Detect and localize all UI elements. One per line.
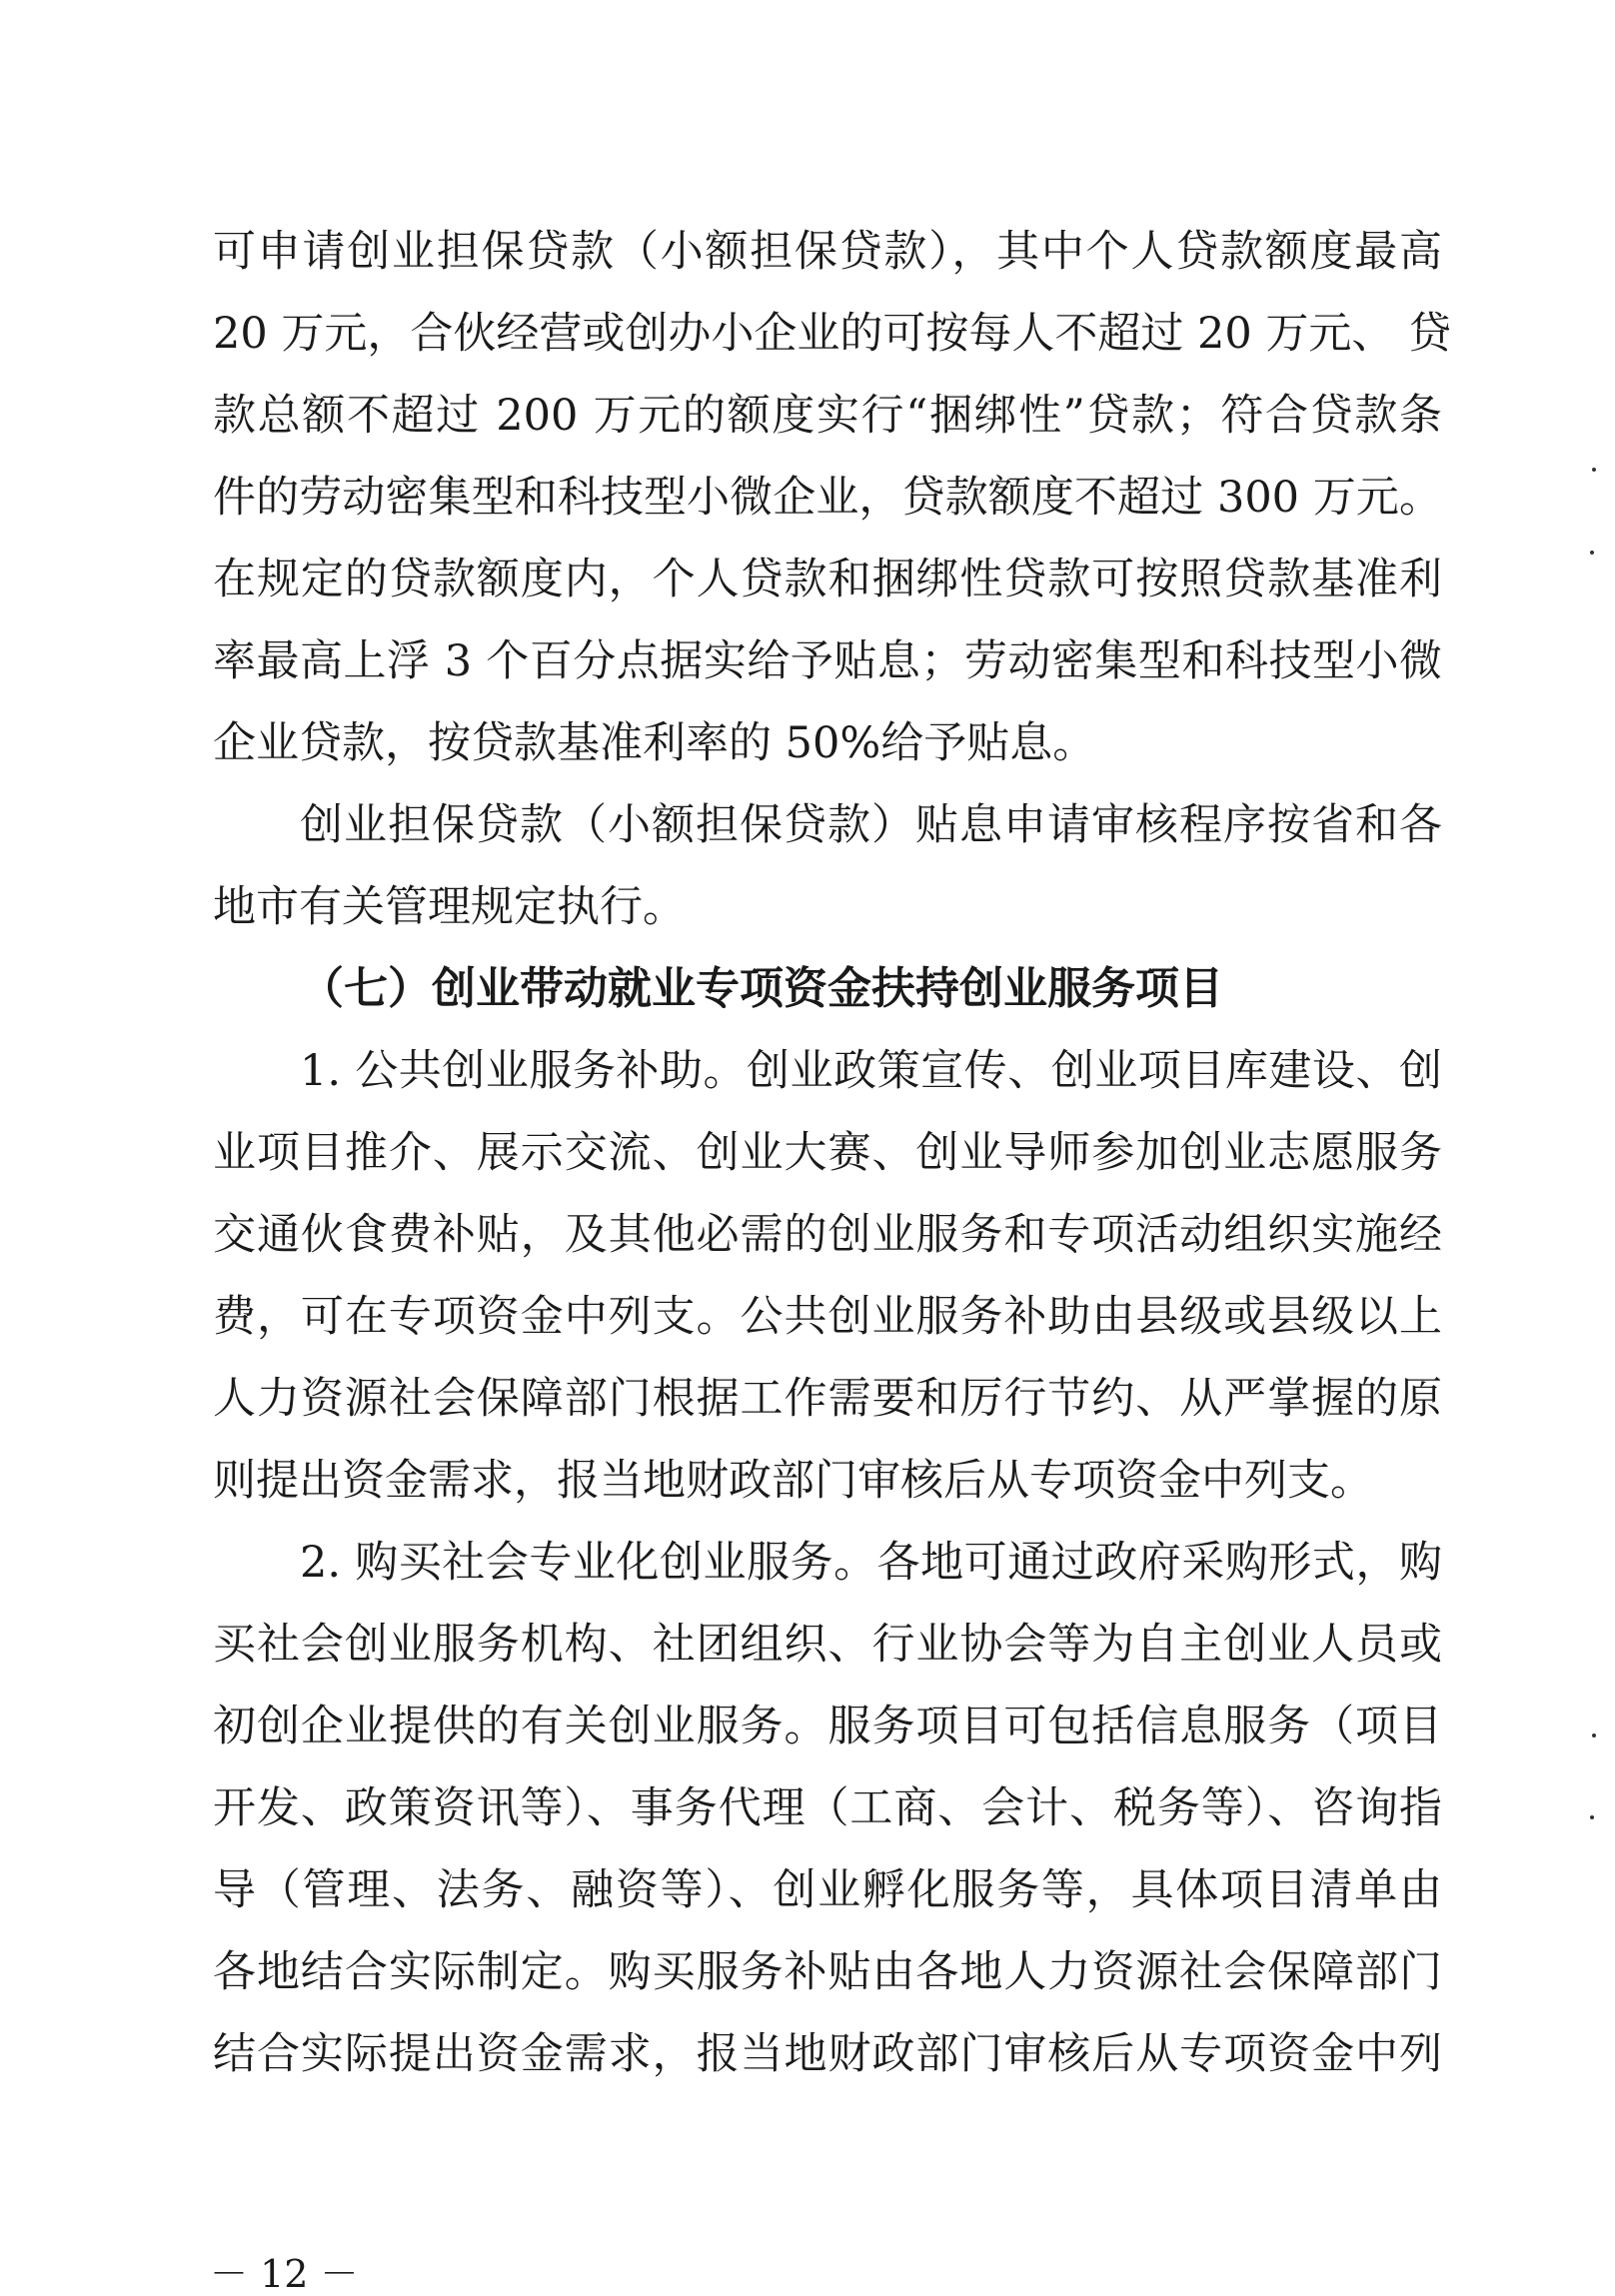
scan-speck (1590, 1815, 1594, 1819)
text-line: 20 万元，合伙经营或创办小企业的可按每人不超过 20 万元、 贷 (213, 309, 1452, 359)
scan-speck (1592, 1733, 1596, 1737)
text-line: 款总额不超过 200 万元的额度实行“捆绑性”贷款；符合贷款条 (213, 391, 1442, 441)
text-line: 创业担保贷款（小额担保贷款）贴息申请审核程序按省和各 (300, 800, 1442, 850)
text-line: 业项目推介、展示交流、创业大赛、创业导师参加创业志愿服务 (213, 1128, 1442, 1178)
section-heading: （七）创业带动就业专项资金扶持创业服务项目 (300, 963, 1223, 1014)
text-line: 则提出资金需求，报当地财政部门审核后从专项资金中列支。 (213, 1456, 1373, 1506)
text-line: 1. 公共创业服务补助。创业政策宣传、创业项目库建设、创 (300, 1046, 1442, 1096)
text-line: 费，可在专项资金中列支。公共创业服务补助由县级或县级以上 (213, 1292, 1442, 1342)
text-line: 结合实际提出资金需求，报当地财政部门审核后从专项资金中列 (213, 2029, 1442, 2079)
text-line: 导（管理、法务、融资等）、创业孵化服务等，具体项目清单由 (213, 1865, 1442, 1915)
text-line: 件的劳动密集型和科技型小微企业，贷款额度不超过 300 万元。 (213, 473, 1442, 523)
page-number: － 12 － (210, 2252, 359, 2296)
text-line: 交通伙食费补贴，及其他必需的创业服务和专项活动组织实施经 (213, 1210, 1442, 1260)
text-line: 初创企业提供的有关创业服务。服务项目可包括信息服务（项目 (213, 1702, 1442, 1751)
text-line: 地市有关管理规定执行。 (213, 882, 686, 932)
text-line: 各地结合实际制定。购买服务补贴由各地人力资源社会保障部门 (213, 1947, 1442, 1997)
text-line: 可申请创业担保贷款（小额担保贷款），其中个人贷款额度最高 (213, 227, 1442, 277)
text-line: 在规定的贷款额度内，个人贷款和捆绑性贷款可按照贷款基准利 (213, 555, 1442, 604)
text-line: 开发、政策资讯等）、事务代理（工商、会计、税务等）、咨询指 (213, 1783, 1442, 1833)
text-line: 企业贷款，按贷款基准利率的 50%给予贴息。 (213, 718, 1096, 768)
text-line: 买社会创业服务机构、社团组织、行业协会等为自主创业人员或 (213, 1620, 1442, 1670)
text-line: 人力资源社会保障部门根据工作需要和厉行节约、从严掌握的原 (213, 1374, 1442, 1424)
scan-speck (1590, 551, 1594, 555)
text-line: 率最高上浮 3 个百分点据实给予贴息；劳动密集型和科技型小微 (213, 636, 1442, 686)
scan-speck (1592, 468, 1596, 472)
text-line: 2. 购买社会专业化创业服务。各地可通过政府采购形式，购 (300, 1538, 1442, 1588)
